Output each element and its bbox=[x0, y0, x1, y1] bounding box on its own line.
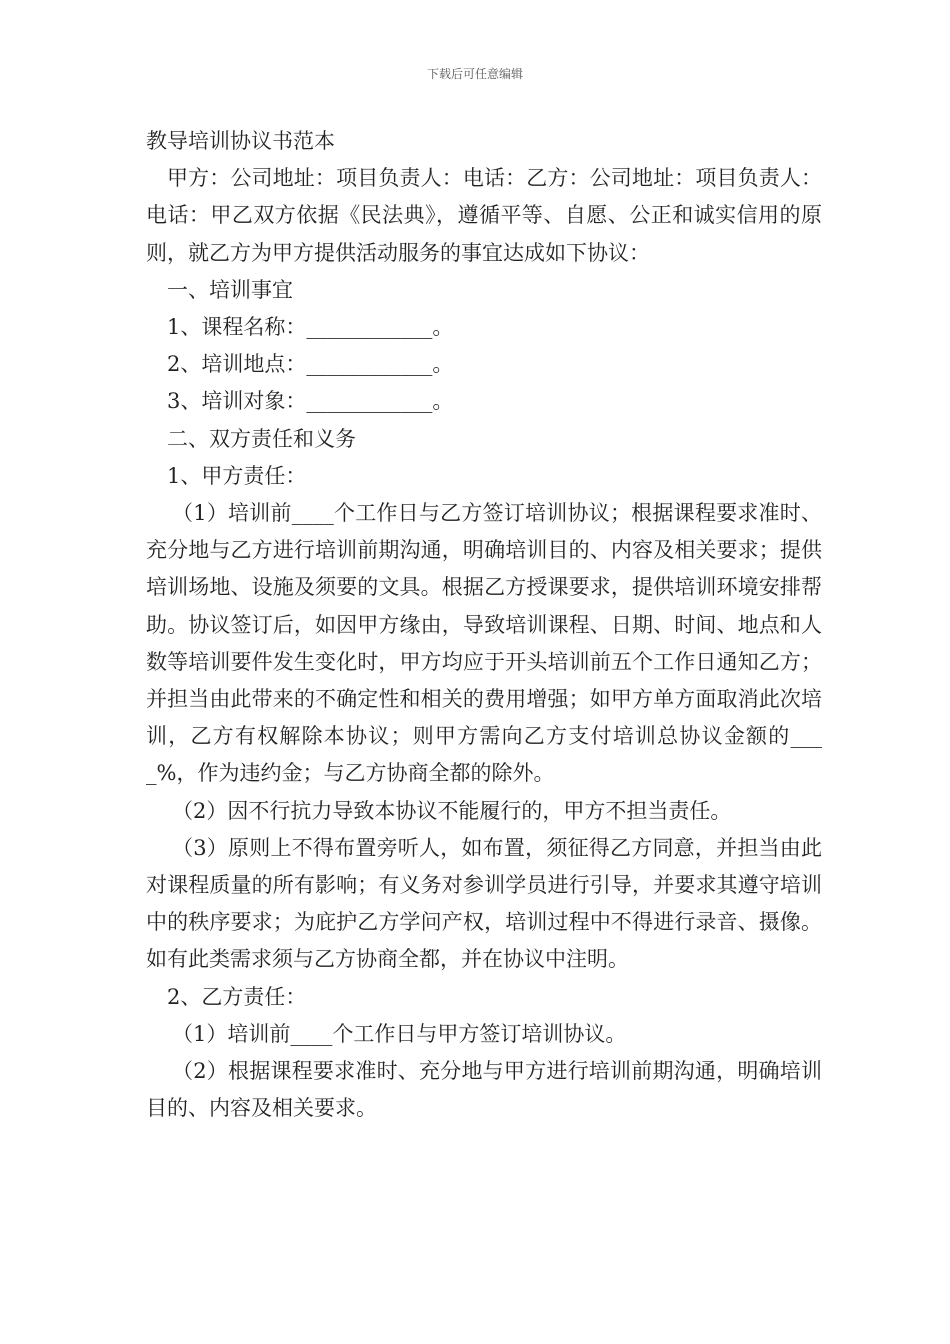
party-b-clause-1: （1）培训前____个工作日与甲方签订培训协议。 bbox=[172, 1021, 627, 1046]
party-b-heading: 2、乙方责任： bbox=[167, 984, 307, 1009]
section-heading-training: 一、培训事宜 bbox=[167, 277, 293, 302]
training-location-item: 2、培训地点：____________。 bbox=[167, 352, 454, 377]
course-name-item: 1、课程名称：____________。 bbox=[167, 315, 454, 340]
party-a-clause-3: （3）原则上不得布置旁听人，如布置，须征得乙方同意，并担当由此对课程质量的所有影响；有义务对参训学员进行引导，并要求其遵守培训中的秩序要求；为庇护乙方学问产权，培训过程中不得进行录音、摄像。如有此类需求须与乙方协商全都，并在协议中注明。 bbox=[146, 835, 822, 972]
document-title: 教导培训协议书范本 bbox=[146, 129, 335, 153]
intro-paragraph: 甲方：公司地址：项目负责人：电话：乙方：公司地址：项目负责人：电话：甲乙双方依据《民法典》，遵循平等、自愿、公正和诚实信用的原则，就乙方为甲方提供活动服务的事宜达成如下协议： bbox=[146, 166, 822, 265]
section-heading-responsibilities: 二、双方责任和义务 bbox=[167, 426, 356, 451]
party-a-clause-1: （1）培训前____个工作日与乙方签订培训协议；根据课程要求准时、充分地与乙方进行培训前期沟通，明确培训目的、内容及相关要求；提供培训场地、设施及须要的文具。根据乙方授课要求，提供培训环境安排帮助。协议签订后，如因甲方缘由，导致培训课程、日期、时间、地点和人数等培训要件发生变化时，甲方均应于开头培训前五个工作日通知乙方；并担当由此带来的不确定性和相关的费用增强；如甲方单方面取消此次培训，乙方有权解除本协议；则甲方需向乙方支付培训总协议金额的____%，作为违约金；与乙方协商全都的除外。 bbox=[146, 501, 822, 786]
party-a-heading: 1、甲方责任： bbox=[167, 463, 307, 488]
party-b-clause-2: （2）根据课程要求准时、充分地与甲方进行培训前期沟通，明确培训目的、内容及相关要求。 bbox=[146, 1059, 822, 1121]
training-target-item: 3、培训对象：____________。 bbox=[167, 389, 454, 414]
party-a-clause-2: （2）因不行抗力导致本协议不能履行的，甲方不担当责任。 bbox=[172, 798, 732, 823]
page-header: 下载后可任意编辑 bbox=[426, 67, 523, 81]
document-body bbox=[146, 123, 822, 1127]
